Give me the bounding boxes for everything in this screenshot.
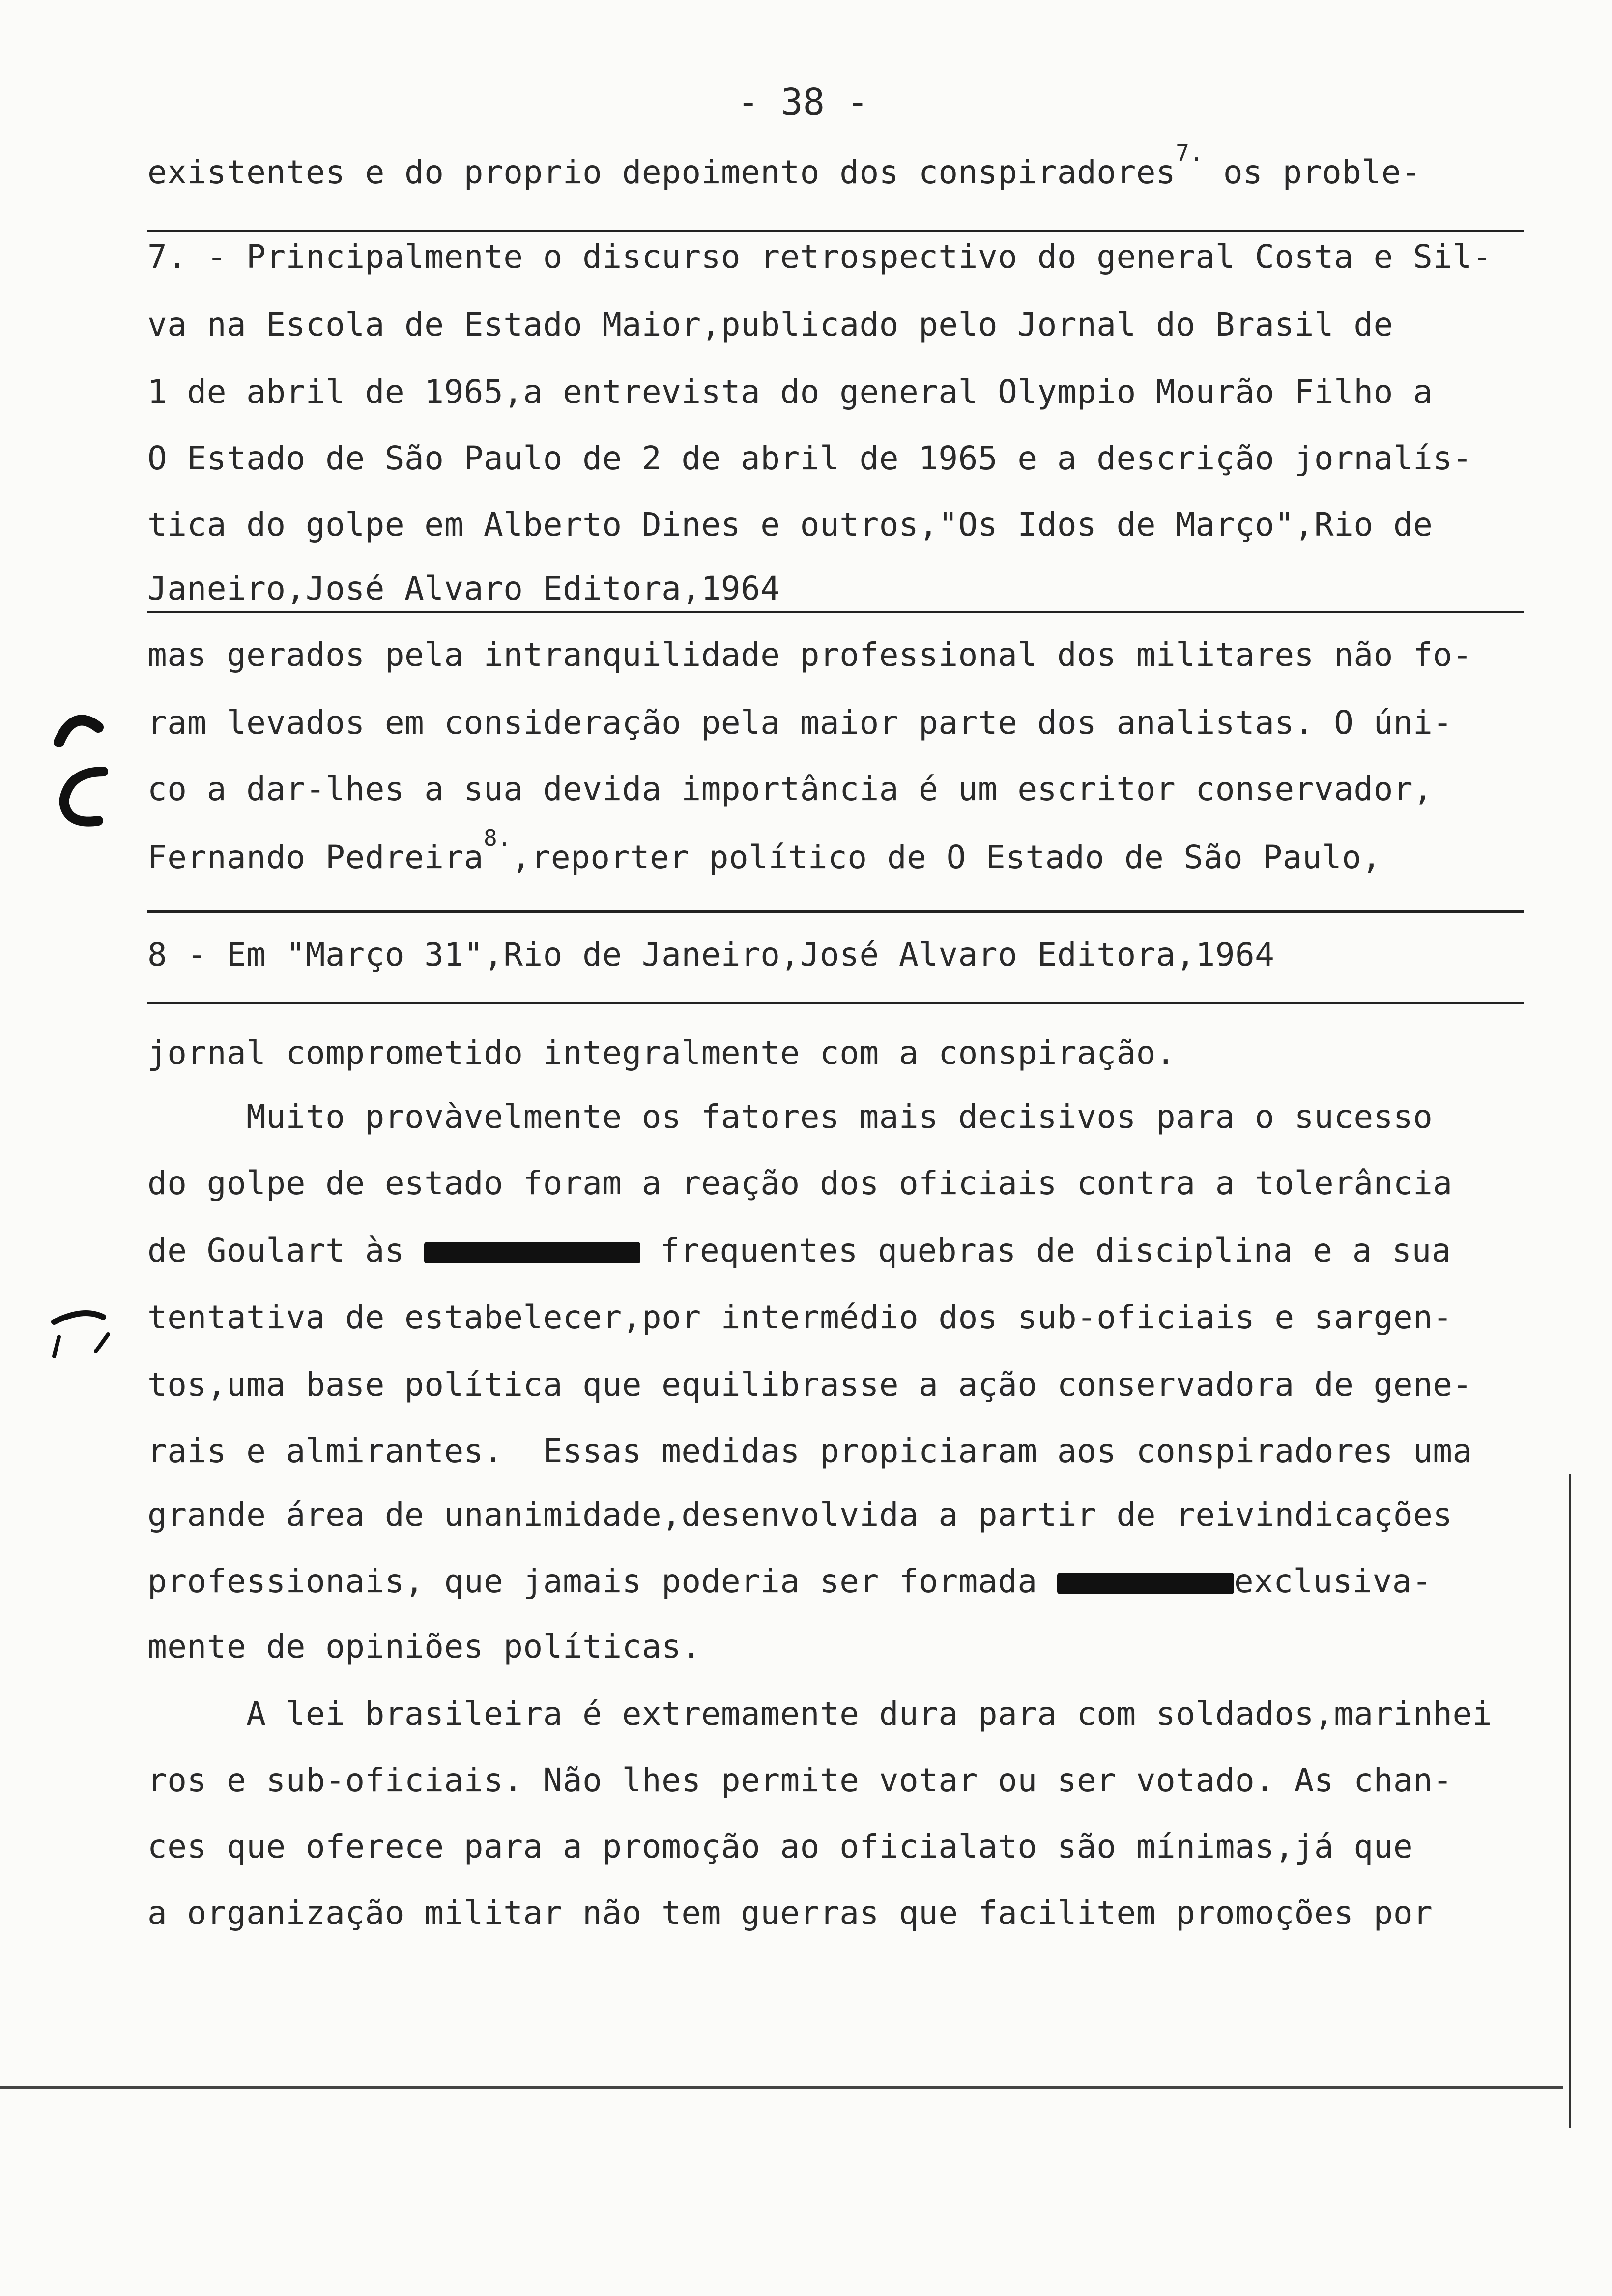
footnote-line: O Estado de São Paulo de 2 de abril de 1965 e a descrição jornalís- <box>147 439 1472 477</box>
footnote-separator <box>147 910 1524 913</box>
text-line: mas gerados pela intranquilidade professional dos militares não fo- <box>147 636 1472 674</box>
text-line: rais e almirantes. Essas medidas propiciaram aos conspiradores uma <box>147 1432 1472 1470</box>
text-line: tentativa de estabelecer,por intermédio dos sub-oficiais e sargen- <box>147 1298 1453 1336</box>
text-segment: Fernando Pedreira <box>147 838 484 876</box>
text-line <box>147 1234 1451 1267</box>
right-edge-line <box>1569 1474 1571 2128</box>
text-line: tos,uma base política que equilibrasse a ação conservadora de gene- <box>147 1366 1472 1404</box>
footnote-line: 7. - Principalmente o discurso retrospectivo do general Costa e Sil- <box>147 238 1493 276</box>
footnote-separator <box>147 1002 1524 1004</box>
margin-mark <box>39 688 118 845</box>
footnote-line: Janeiro,José Alvaro Editora,1964 <box>147 570 780 607</box>
bottom-edge-line <box>0 2086 1563 2089</box>
footnote-separator <box>147 230 1524 232</box>
text-line: co a dar-lhes a sua devida importância é um escritor conservador, <box>147 770 1433 808</box>
text-line <box>147 825 1382 876</box>
text-line: Muito provàvelmente os fatores mais decisivos para o sucesso <box>147 1098 1433 1136</box>
text-segment: de Goulart às <box>147 1232 425 1269</box>
footnote-ref-8: 8. <box>484 825 512 851</box>
footnote-line: tica do golpe em Alberto Dines e outros,"Os Idos de Março",Rio de <box>147 506 1433 544</box>
text-segment: exclusiva- <box>1234 1562 1432 1600</box>
text-line: do golpe de estado foram a reação dos oficiais contra a tolerância <box>147 1164 1453 1202</box>
margin-mark <box>39 1297 123 1371</box>
text-segment: ,reporter político de O Estado de São Paulo, <box>511 838 1382 876</box>
text-line: mente de opiniões políticas. <box>147 1628 701 1665</box>
text-line: ram levados em consideração pela maior parte dos analistas. O úni- <box>147 704 1453 742</box>
redaction-mark <box>1057 1573 1234 1594</box>
text-line: ros e sub-oficiais. Não lhes permite votar ou ser votado. As chan- <box>147 1761 1453 1799</box>
text-line: A lei brasileira é extremamente dura para com soldados,marinhei <box>147 1695 1493 1733</box>
text-segment: existentes e do proprio depoimento dos conspiradores <box>147 153 1176 191</box>
footnote-line: va na Escola de Estado Maior,publicado pelo Jornal do Brasil de <box>147 306 1393 344</box>
page-number: - 38 - <box>737 81 869 123</box>
text-line <box>147 140 1421 191</box>
text-segment: os proble- <box>1203 153 1421 191</box>
redaction-mark <box>424 1242 640 1263</box>
footnote-8: 8 - Em "Março 31",Rio de Janeiro,José Alvaro Editora,1964 <box>147 936 1275 974</box>
text-line: a organização militar não tem guerras que facilitem promoções por <box>147 1894 1433 1932</box>
footnote-ref-7: 7. <box>1176 140 1204 166</box>
text-line: ces que oferece para a promoção ao oficialato são mínimas,já que <box>147 1828 1413 1866</box>
footnote-line: 1 de abril de 1965,a entrevista do general Olympio Mourão Filho a <box>147 373 1433 411</box>
text-segment: professionais, que jamais poderia ser formada <box>147 1562 1057 1600</box>
text-line: jornal comprometido integralmente com a conspiração. <box>147 1034 1176 1072</box>
footnote-separator <box>147 611 1524 613</box>
text-line <box>147 1562 1432 1600</box>
text-segment: frequentes quebras de disciplina e a sua <box>640 1232 1451 1269</box>
text-line: grande área de unanimidade,desenvolvida a partir de reivindicações <box>147 1496 1453 1534</box>
